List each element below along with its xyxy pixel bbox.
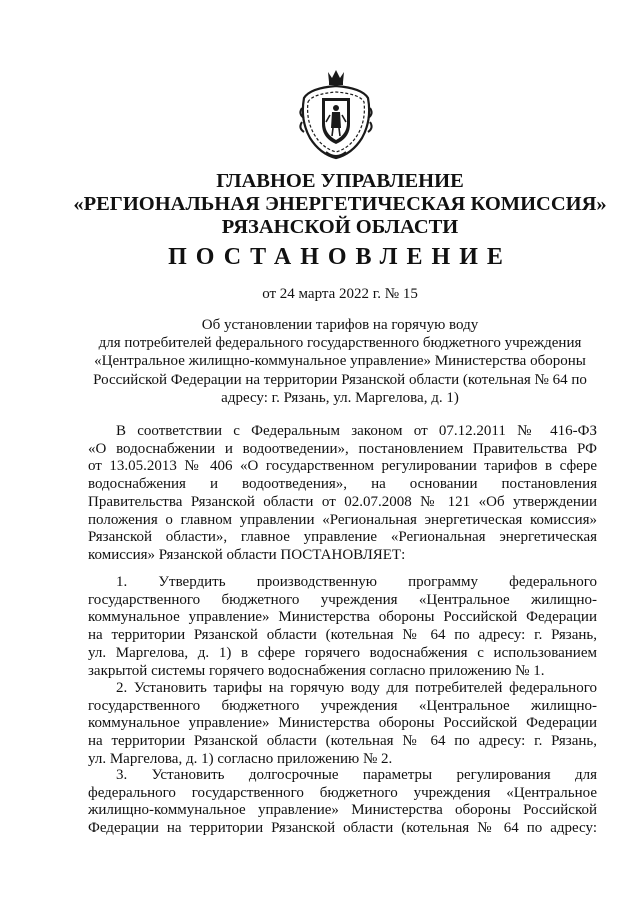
item-line: Федерации на территории Рязанской области (котельная № 64 по адресу: (88, 820, 597, 837)
item-line: государственного бюджетного учреждения «Центральное жилищно- (88, 591, 597, 608)
subject-line: для потребителей федерального государственного бюджетного учреждения (98, 335, 582, 352)
preamble-line: положения о главном управлении «Региональная энергетическая комиссия» (88, 511, 597, 528)
preamble-line: комиссия» Рязанской области ПОСТАНОВЛЯЕТ: (88, 546, 406, 563)
item-line: жилищно-коммунальное управление» Министерства обороны Российской (88, 802, 597, 819)
item-line: на территории Рязанской области (котельная № 64 по адресу: г. Рязань, (88, 627, 597, 644)
item-line: федерального государственного бюджетного учреждения «Центральное (88, 784, 597, 801)
agency-line-3: РЯЗАНСКОЙ ОБЛАСТИ (221, 216, 459, 238)
item-line: 1. Утвердить производственную программу федерального (116, 574, 597, 590)
coat-of-arms-icon (296, 68, 376, 160)
subject-line: Российской Федерации на территории Рязанской области (котельная № 64 по (93, 371, 587, 388)
agency-name (60, 170, 620, 239)
subject-line: «Центральное жилищно-коммунальное управление» Министерства обороны (94, 353, 586, 370)
item-line: ул. Маргелова, д. 1) в сфере горячего водоснабжения с использованием (88, 644, 597, 661)
preamble-line: В соответствии с Федеральным законом от 07.12.2011 № 416-ФЗ (116, 423, 597, 439)
document-type-title: ПОСТАНОВЛЕНИЕ (168, 244, 512, 270)
resolution-item-3 (88, 767, 597, 838)
item-line: ул. Маргелова, д. 1) согласно приложению № 2. (88, 750, 393, 767)
item-line: на территории Рязанской области (котельная № 64 по адресу: г. Рязань, (88, 733, 597, 750)
resolution-item-1 (88, 574, 597, 680)
agency-line-2: «РЕГИОНАЛЬНАЯ ЭНЕРГЕТИЧЕСКАЯ КОМИССИЯ» (73, 193, 607, 215)
document-date-number: от 24 марта 2022 г. № 15 (262, 286, 418, 302)
preamble-line: «О водоснабжении и водоотведении», постановлением Правительства РФ (88, 440, 597, 457)
item-line: 3. Установить долгосрочные параметры регулирования для (116, 767, 597, 783)
subject-line: Об установлении тарифов на горячую воду (201, 317, 479, 333)
agency-line-1: ГЛАВНОЕ УПРАВЛЕНИЕ (216, 170, 464, 192)
item-line: государственного бюджетного учреждения «Центральное жилищно- (88, 697, 597, 714)
preamble-line: Рязанской области», главное управление «Региональная энергетическая (88, 529, 597, 546)
preamble-paragraph (88, 423, 597, 565)
subject-line: адресу: г. Рязань, ул. Маргелова, д. 1) (221, 389, 459, 406)
item-line: коммунальное управление» Министерства обороны Российской Федерации (88, 609, 597, 626)
document-subject (78, 316, 602, 407)
item-line: 2. Установить тарифы на горячую воду для потребителей федерального (116, 680, 597, 696)
preamble-line: водоснабжения и водоотведения», на основании постановления (88, 476, 597, 493)
item-line: коммунальное управление» Министерства обороны Российской Федерации (88, 715, 597, 732)
resolution-item-2 (88, 680, 597, 769)
item-line: закрытой системы горячего водоснабжения согласно приложению № 1. (88, 662, 545, 679)
preamble-line: Правительства Рязанской области от 02.07.2008 № 121 «Об утверждении (88, 493, 597, 510)
preamble-line: от 13.05.2013 № 406 «О государственном регулировании тарифов в сфере (88, 458, 597, 475)
